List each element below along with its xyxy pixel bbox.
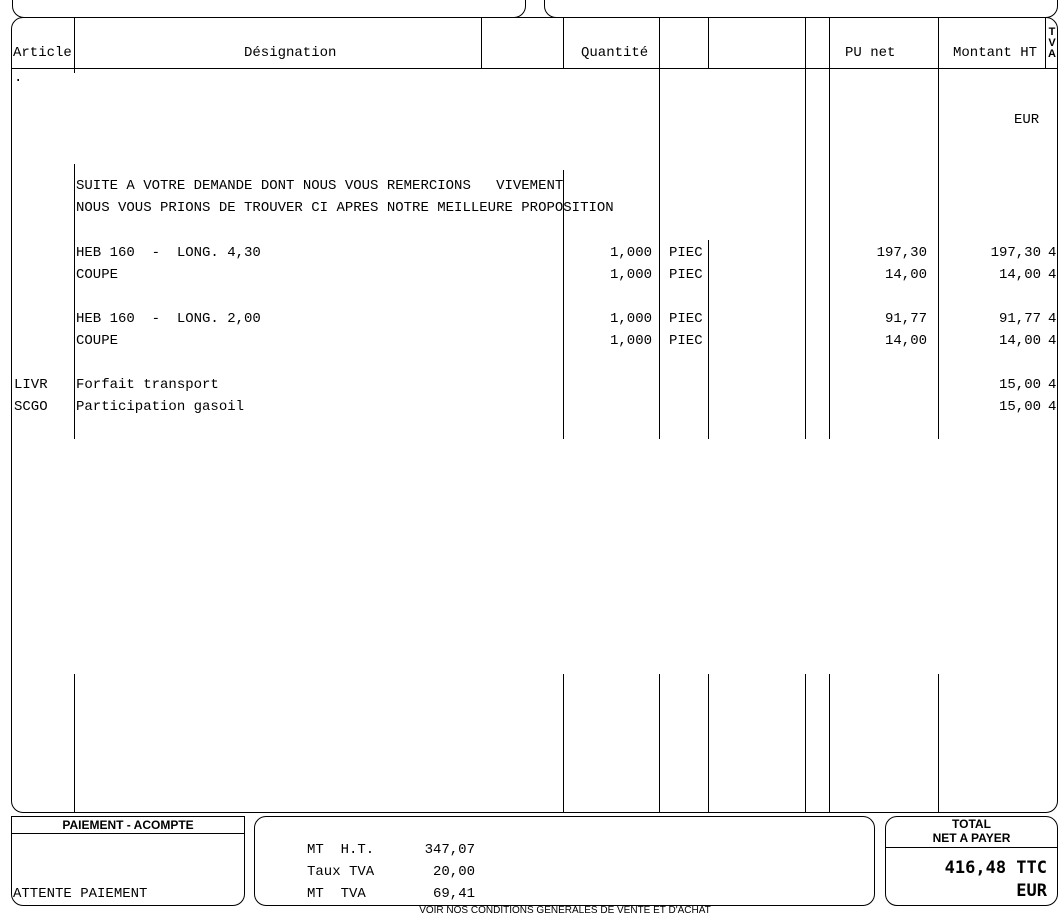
currency-note: EUR — [1014, 112, 1040, 128]
line-pu: 91,77 — [884, 311, 927, 327]
line-designation: COUPE — [76, 333, 119, 349]
line-montant: 15,00 — [998, 399, 1041, 415]
line-montant: 14,00 — [998, 333, 1041, 349]
header-article: Article — [13, 45, 72, 61]
top-right-box — [544, 0, 1058, 18]
line-montant: 14,00 — [998, 267, 1041, 283]
total-title: TOTAL — [952, 817, 991, 831]
line-unit: PIEC — [669, 267, 703, 283]
paiement-title: PAIEMENT - ACOMPTE — [62, 818, 194, 832]
total-subtitle: NET A PAYER — [932, 831, 1011, 845]
line-designation: HEB 160 - LONG. 2,00 — [76, 311, 261, 327]
line-tva: 4 — [1048, 377, 1057, 393]
total-currency: EUR — [1016, 881, 1047, 901]
paiement-status: ATTENTE PAIEMENT — [13, 886, 148, 902]
mt-tva-label: MT TVA — [307, 886, 366, 902]
line-designation: Participation gasoil — [76, 399, 245, 415]
line-pu: 14,00 — [884, 267, 927, 283]
invoice-table — [11, 17, 1058, 813]
line-tva: 4 — [1048, 245, 1057, 261]
total-ht-label: MT H.T. — [307, 842, 375, 858]
line-designation: Forfait transport — [76, 377, 219, 393]
line-unit: PIEC — [669, 311, 703, 327]
total-amount: 416,48 TTC — [944, 858, 1047, 878]
line-qty: 1,000 — [609, 267, 652, 283]
conditions-note: VOIR NOS CONDITIONS GENERALES DE VENTE ET D'ACHAT — [419, 905, 711, 916]
line-montant: 15,00 — [998, 377, 1041, 393]
line-qty: 1,000 — [609, 311, 652, 327]
line-article: LIVR — [14, 377, 48, 393]
line-qty: 1,000 — [609, 245, 652, 261]
header-designation: Désignation — [244, 45, 337, 61]
intro-line: NOUS VOUS PRIONS DE TROUVER CI APRES NOTRE MEILLEURE PROPOSITION — [76, 200, 614, 216]
line-designation: COUPE — [76, 267, 119, 283]
line-qty: 1,000 — [609, 333, 652, 349]
line-montant: 91,77 — [998, 311, 1041, 327]
line-tva: 4 — [1048, 311, 1057, 327]
line-pu: 197,30 — [876, 245, 927, 261]
header-pu-net: PU net — [845, 45, 896, 61]
mt-tva-value: 69,41 — [432, 886, 475, 902]
line-pu: 14,00 — [884, 333, 927, 349]
header-tva: T V A — [1048, 26, 1056, 60]
line-unit: PIEC — [669, 333, 703, 349]
total-ht-value: 347,07 — [424, 842, 475, 858]
line-tva: 4 — [1048, 333, 1057, 349]
taux-tva-label: Taux TVA — [307, 864, 375, 880]
line-designation: HEB 160 - LONG. 4,30 — [76, 245, 261, 261]
line-montant: 197,30 — [990, 245, 1041, 261]
header-montant-ht: Montant HT — [953, 45, 1038, 61]
intro-line: SUITE A VOTRE DEMANDE DONT NOUS VOUS REMERCIONS VIVEMENT — [76, 178, 564, 194]
line-article: SCGO — [14, 399, 48, 415]
top-left-box — [12, 0, 526, 18]
line-unit: PIEC — [669, 245, 703, 261]
taux-tva-value: 20,00 — [432, 864, 475, 880]
line-tva: 4 — [1048, 399, 1057, 415]
line-tva: 4 — [1048, 267, 1057, 283]
header-quantite: Quantité — [581, 45, 649, 61]
header-separator — [11, 68, 1058, 69]
dot-marker: . — [14, 70, 23, 86]
